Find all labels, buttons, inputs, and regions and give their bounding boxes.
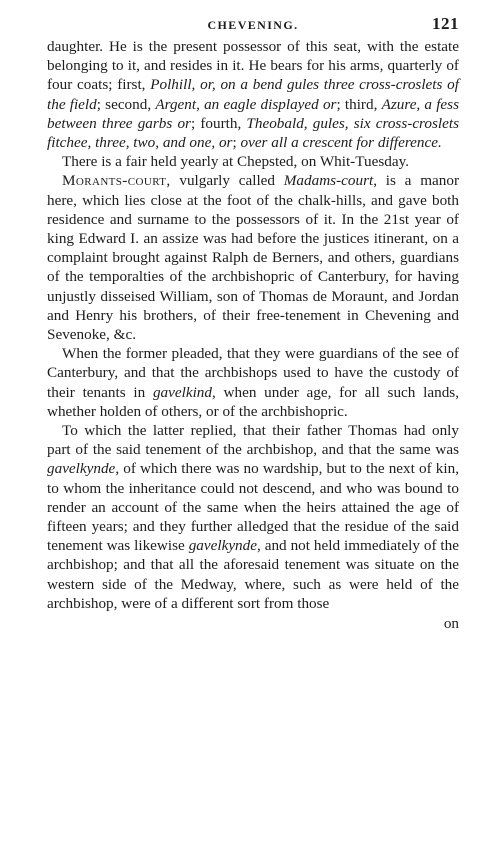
- italic-run: Madams-court: [283, 172, 374, 190]
- italic-run: Polhill, or, on a bend gules three cross-croslets of the field: [47, 76, 459, 113]
- text-run: daughter. He is the present possessor of this seat, with the estate belonging to it, and resides in it. He bears for his arms, quarterly of four coats; first,: [47, 38, 459, 94]
- italic-run: gavelkynde: [188, 537, 257, 555]
- small-caps-run: Morants-court,: [62, 172, 171, 190]
- text-run: To which the latter replied, that their father Thomas had only part of the said tenement of the archbishop, and that the same was: [47, 422, 459, 459]
- paragraph-latter-replied: [47, 421, 459, 613]
- text-run: , of which there was no wardship, but to the next of kin, to whom the inheritance could not descend, and who was bound to render an account of the same when the heirs attained the age of fifteen years; and they further alledged that the residue of the said tenement was likewise: [47, 460, 459, 555]
- text-run: ; third,: [336, 95, 382, 113]
- paragraph-arms: [47, 37, 459, 152]
- text-run: When the former pleaded, that they were guardians of the see of Canterbury, and that the archbishops used to have the custody of their tenants in: [47, 345, 459, 401]
- italic-run: Azure, a fess between three garbs or: [47, 95, 459, 132]
- running-title: CHEVENING.: [207, 18, 299, 32]
- italic-run: Theobald, gules, six cross-croslets fitchee, three, two, and one, or: [47, 114, 459, 152]
- italic-run: gavelkynde: [47, 460, 116, 478]
- italic-run: gavelkind: [152, 383, 212, 401]
- page-number: 121: [432, 14, 459, 33]
- text-run: , is a manor here, which lies close at the foot of the chalk-hills, and gave both residence and surname to the possessors of it. In the 21st year of king Edward I. an assize was had before the justices itinerant, on a complaint brought against Ralph de Berners, and others, guardians of the temporalties of the archbishopric of Canterbury, for having unjustly disseised William, son of Thomas de Moraunt, and Jordan and Henry his brothers, of their free-tenement in Chevening and Sevenoke, &c.: [47, 172, 459, 344]
- paragraph-fair: There is a fair held yearly at Chepsted, on Whit-Tuesday.: [62, 153, 409, 171]
- running-head: [47, 14, 459, 36]
- paragraph-morants-court: [47, 171, 459, 344]
- body-text: [47, 37, 459, 613]
- book-page: [47, 14, 459, 633]
- text-run: ; fourth,: [190, 114, 247, 132]
- text-run: , and not held immediately of the archbishop; and that all the aforesaid tenement was situate on the western side of the Medway, where, such as were held of the archbishop, were of a different sort from those: [47, 537, 459, 612]
- paragraph-former-pleaded: [47, 344, 459, 421]
- text-run: , when under age, for all such lands, whether holden of others, or of the archbishopric.: [47, 383, 459, 420]
- text-run: vulgarly called: [170, 172, 284, 190]
- italic-run: over all a crescent for difference.: [240, 134, 442, 152]
- text-run: ; second,: [96, 95, 156, 113]
- text-run: ;: [232, 134, 241, 152]
- catchword: on: [443, 615, 459, 633]
- italic-run: Argent, an eagle displayed or: [155, 95, 337, 113]
